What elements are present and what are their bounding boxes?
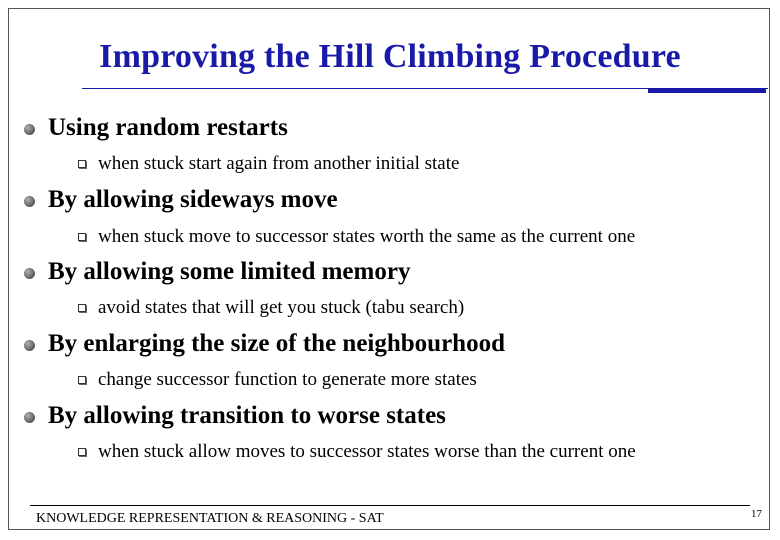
sub-bullet-text: when stuck move to successor states worth the same as the current one	[98, 226, 636, 247]
sub-bullet-item	[78, 153, 459, 175]
bullet-text: Using random restarts	[48, 114, 288, 141]
slide-title: Improving the Hill Climbing Procedure	[99, 38, 681, 75]
dot-bullet-icon	[24, 412, 35, 423]
sub-bullet-item	[78, 369, 477, 391]
square-bullet-icon	[78, 376, 86, 384]
sub-bullet-item	[78, 226, 635, 248]
bullet-text: By allowing transition to worse states	[48, 402, 446, 429]
title-underline-accent	[648, 88, 766, 93]
bullet-item	[24, 186, 338, 214]
sub-bullet-text: when stuck start again from another initial state	[98, 153, 460, 174]
square-bullet-icon	[78, 304, 86, 312]
footer-divider	[30, 505, 750, 506]
bullet-item	[24, 330, 505, 358]
bullet-text: By allowing sideways move	[48, 186, 338, 213]
sub-bullet-text: change successor function to generate more states	[98, 369, 477, 390]
square-bullet-icon	[78, 160, 86, 168]
square-bullet-icon	[78, 448, 86, 456]
sub-bullet-item	[78, 441, 636, 463]
bullet-item	[24, 402, 446, 430]
sub-bullet-item	[78, 297, 464, 319]
dot-bullet-icon	[24, 124, 35, 135]
dot-bullet-icon	[24, 268, 35, 279]
sub-bullet-text: when stuck allow moves to successor states worse than the current one	[98, 441, 636, 462]
bullet-text: By allowing some limited memory	[48, 258, 411, 285]
sub-bullet-text: avoid states that will get you stuck (tabu search)	[98, 297, 465, 318]
footer-text: KNOWLEDGE REPRESENTATION & REASONING - SAT	[36, 511, 384, 526]
dot-bullet-icon	[24, 340, 35, 351]
page-number: 17	[751, 508, 762, 520]
dot-bullet-icon	[24, 196, 35, 207]
square-bullet-icon	[78, 233, 86, 241]
bullet-item	[24, 258, 410, 286]
bullet-item	[24, 114, 288, 142]
bullet-text: By enlarging the size of the neighbourhood	[48, 330, 505, 357]
